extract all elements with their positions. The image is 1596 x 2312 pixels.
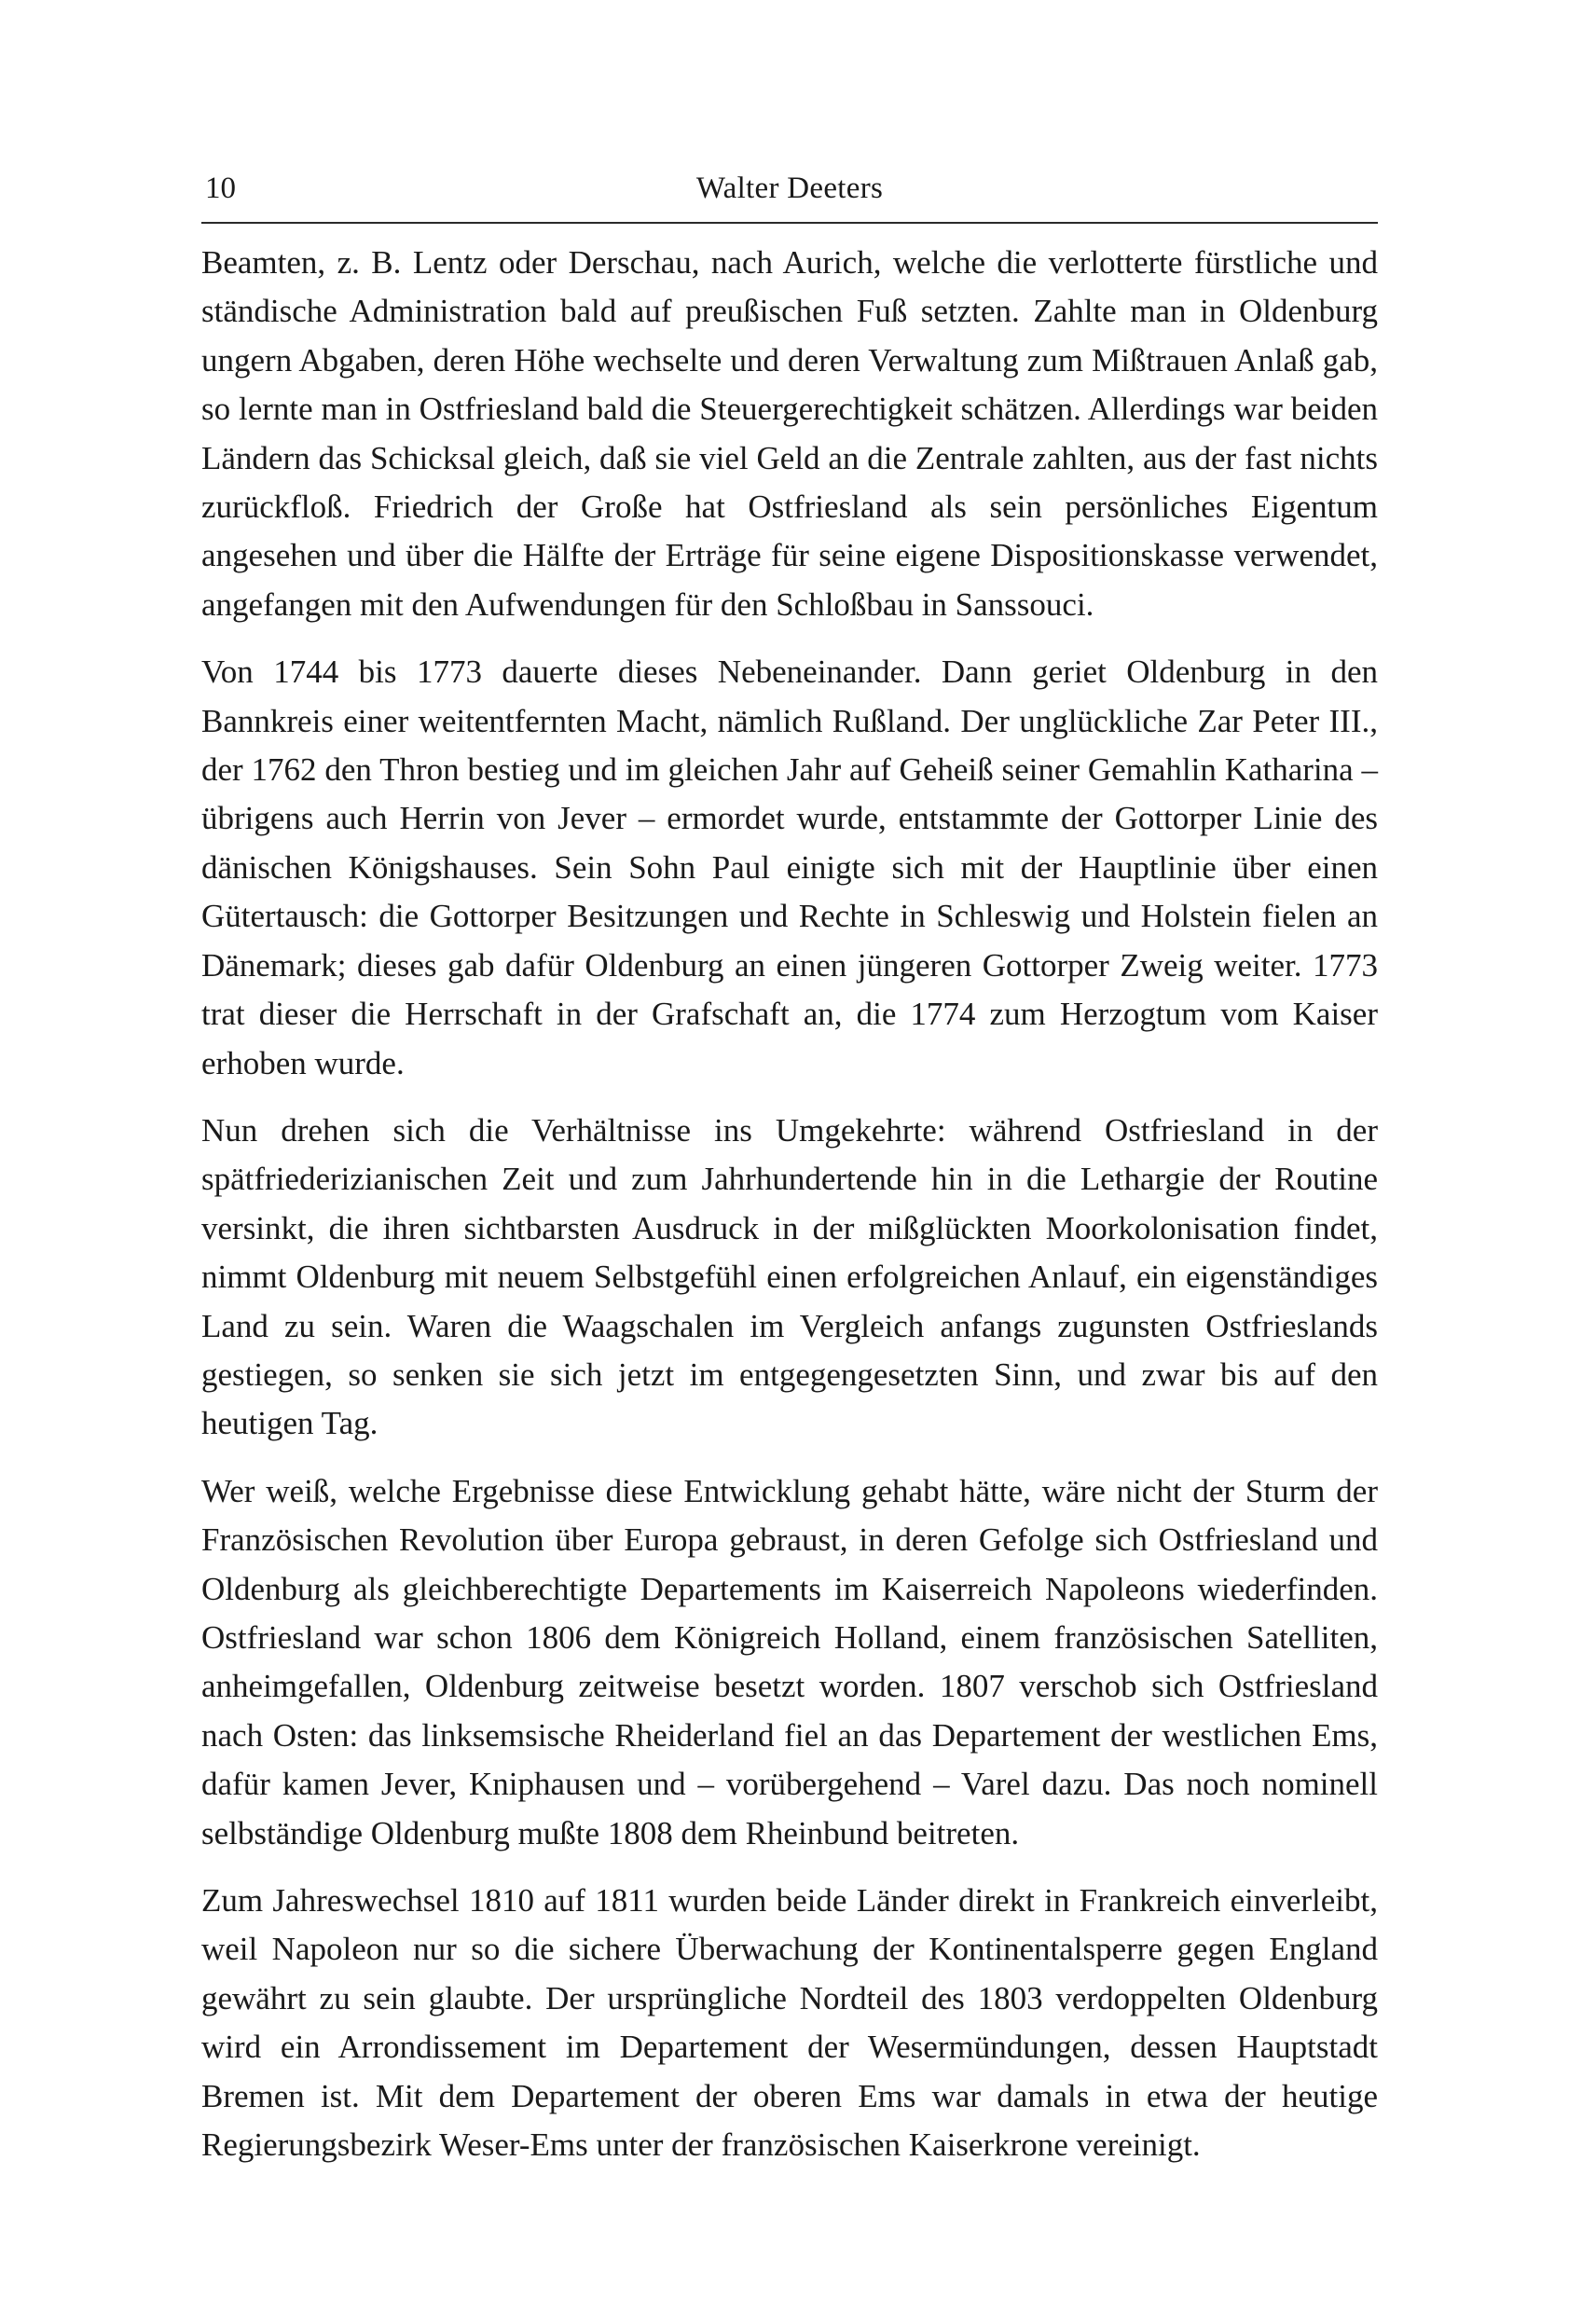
- paragraph: Zum Jahreswechsel 1810 auf 1811 wurden beide Länder direkt in Frankreich einverleibt, weil Napoleon nur so die sichere Überwachung der Kontinentalsperre gegen England gewährt zu sein glaubte. Der ursprüngliche Nordteil des 1803 verdoppelten Oldenburg wird ein Arrondissement im Departement der Wesermündungen, dessen Hauptstadt Bremen ist. Mit dem Departement der oberen Ems war damals in etwa der heutige Regierungsbezirk Weser-Ems unter der französischen Kaiserkrone vereinigt.: [201, 1882, 1378, 2164]
- book-page: [201, 164, 1378, 2188]
- running-header: [201, 164, 1378, 213]
- paragraph: Wer weiß, welche Ergebnisse diese Entwicklung gehabt hätte, wäre nicht der Sturm der Französischen Revolution über Europa gebraust, in deren Gefolge sich Ostfriesland und Oldenburg als gleichberechtigte Departements im Kaiserreich Napoleons wiederfinden. Ostfriesland war schon 1806 dem Königreich Holland, einem französischen Satelliten, anheimgefallen, Oldenburg zeitweise besetzt worden. 1807 verschob sich Ostfriesland nach Osten: das linksemsische Rheiderland fiel an das Departement der westlichen Ems, dafür kamen Jever, Kniphausen und – vorübergehend – Varel dazu. Das noch nominell selbständige Oldenburg mußte 1808 dem Rheinbund beitreten.: [201, 1472, 1378, 1851]
- paragraph: Von 1744 bis 1773 dauerte dieses Nebeneinander. Dann geriet Oldenburg in den Bannkreis einer weitentfernten Macht, nämlich Rußland. Der unglückliche Zar Peter III., der 1762 den Thron bestieg und im gleichen Jahr auf Geheiß seiner Gemahlin Katharina – übrigens auch Herrin von Jever – ermordet wurde, entstammte der Gottorper Linie des dänischen Königshauses. Sein Sohn Paul einigte sich mit der Hauptlinie über einen Gütertausch: die Gottorper Besitzungen und Rechte in Schleswig und Holstein fielen an Dänemark; dieses gab dafür Oldenburg an einen jüngeren Gottorper Zweig weiter. 1773 trat dieser die Herrschaft in der Grafschaft an, die 1774 zum Herzogtum vom Kaiser erhoben wurde.: [201, 654, 1378, 1081]
- paragraph: Nun drehen sich die Verhältnisse ins Umgekehrte: während Ostfriesland in der spätfriederizianischen Zeit und zum Jahrhundertende hin in die Lethargie der Routine versinkt, die ihren sichtbarsten Ausdruck in der mißglückten Moorkolonisation findet, nimmt Oldenburg mit neuem Selbstgefühl einen erfolgreichen Anlauf, ein eigenständiges Land zu sein. Waren die Waagschalen im Vergleich anfangs zugunsten Ostfrieslands gestiegen, so senken sie sich jetzt im entgegengesetzten Sinn, und zwar bis auf den heutigen Tag.: [201, 1111, 1378, 1442]
- body-text: [201, 239, 1378, 2169]
- header-rule: [201, 222, 1378, 224]
- paragraph: Beamten, z. B. Lentz oder Derschau, nach Aurich, welche die verlotterte fürstliche und ständische Administration bald auf preußischen Fuß setzten. Zahlte man in Oldenburg ungern Abgaben, deren Höhe wechselte und deren Verwaltung zum Mißtrauen Anlaß gab, so lernte man in Ostfriesland bald die Steuergerechtigkeit schätzen. Allerdings war beiden Ländern das Schicksal gleich, daß sie viel Geld an die Zentrale zahlten, aus der fast nichts zurückfloß. Friedrich der Große hat Ostfriesland als sein persönliches Eigentum angesehen und über die Hälfte der Erträge für seine eigene Dispositionskasse verwendet, angefangen mit den Aufwendungen für den Schloßbau in Sanssouci.: [201, 244, 1378, 623]
- page-number: 10: [205, 172, 236, 205]
- running-title: Walter Deeters: [695, 172, 884, 205]
